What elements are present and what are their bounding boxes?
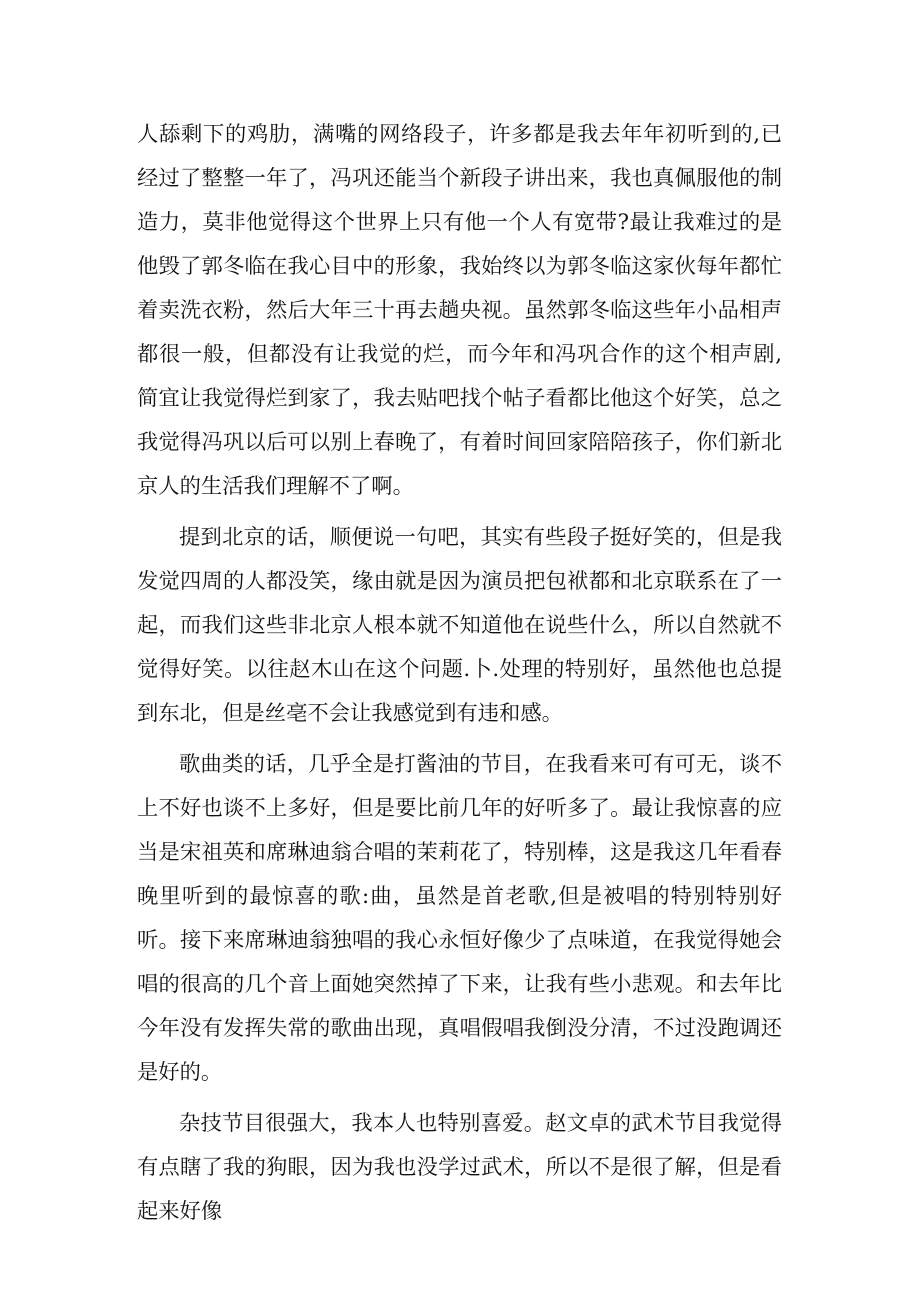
body-text [137, 113, 782, 1241]
paragraph-songs: 歌曲类的话，几乎全是打酱油的节目，在我看来可有可无，谈不上不好也谈不上多好，但是要比前几年的好听多了。最让我惊喜的应当是宋祖英和席琳迪翁合唱的茉莉花了，特别棒，这是我这几年看春晚里听到的最惊喜的歌:曲，虽然是首老歌,但是被唱的特别特别好听。接下来席琳迪翁独唱的我心永恒好像少了点味道，在我觉得她会唱的很高的几个音上面她突然掉了下来，让我有些小悲观。和去年比今年没有发挥失常的歌曲出现，真唱假唱我倒没分清，不过没跑调还是好的。 [137, 752, 782, 1085]
paragraph-beijing: 提到北京的话，顺便说一句吧，其实有些段子挺好笑的，但是我发觉四周的人都没笑，缘由就是因为演员把包袱都和北京联系在了一起，而我们这些非北京人根本就不知道他在说些什么，所以自然就不觉得好笑。以往赵木山在这个问题.卜.处理的特别好，虽然他也总提到东北，但是丝亳不会让我感觉到有违和感。 [137, 525, 782, 726]
paragraph-continuation: 人舔剩下的鸡肋，满嘴的网络段子，许多都是我去年年初听到的,已经过了整整一年了，冯巩还能当个新段子讲出来，我也真佩服他的制造力，莫非他觉得这个世界上只有他一个人有宽带?最让我难过的是他毁了郭冬临在我心目中的形象，我始终以为郭冬临这家伙每年都忙着卖洗衣粉，然后大年三十再去趟央视。虽然郭冬临这些年小品相声都很一般，但都没有让我觉的烂，而今年和冯巩合作的这个相声剧,简宜让我觉得烂到家了，我去贴吧找个帖子看都比他这个好笑，总之我觉得冯巩以后可以别上春晚了，有着时间回家陪陪孩子，你们新北京人的生活我们理解不了啊。 [137, 122, 782, 499]
paragraph-acrobatics: 杂技节目很强大，我本人也特别喜爱。赵文卓的武术节目我觉得有点瞎了我的狗眼，因为我也没学过武术，所以不是很了解，但是看起来好像 [137, 1111, 782, 1224]
